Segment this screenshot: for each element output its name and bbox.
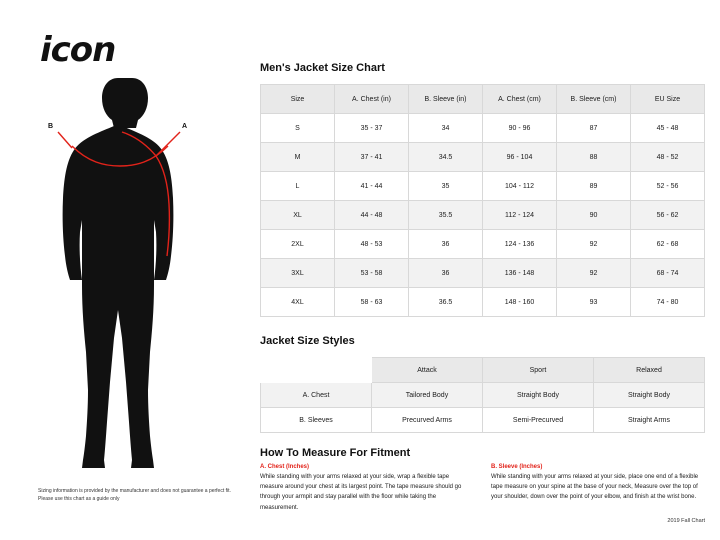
table-row — [261, 288, 705, 317]
styles-title-block — [260, 335, 355, 355]
cell-sleeve-in: 36 — [409, 259, 483, 288]
cell-chest-cm: 124 - 136 — [483, 230, 557, 259]
cell-sleeve-cm: 93 — [557, 288, 631, 317]
table-row — [261, 230, 705, 259]
cell-chest-in: 41 - 44 — [335, 172, 409, 201]
col-header-sport: Sport — [483, 358, 594, 383]
table-row — [261, 383, 705, 408]
cell-chest-in: 35 - 37 — [335, 114, 409, 143]
col-header-attack: Attack — [372, 358, 483, 383]
col-header-relaxed: Relaxed — [594, 358, 705, 383]
cell-sleeve-in: 34.5 — [409, 143, 483, 172]
measure-column-chest — [260, 464, 473, 513]
table-header-row — [261, 358, 705, 383]
measure-chest-body: While standing with your arms relaxed at your side, wrap a flexible tape measure around your chest at its largest point. The tape measure should go through your armpit and stay parallel with the floor while taking the measurement. — [260, 474, 462, 511]
cell-eu-size: 74 - 80 — [631, 288, 705, 317]
cell-chest-in: 48 - 53 — [335, 230, 409, 259]
table-row — [261, 201, 705, 230]
measure-chest-heading: A. Chest (Inches) — [260, 464, 310, 470]
cell-eu-size: 52 - 56 — [631, 172, 705, 201]
cell-chest-in: 44 - 48 — [335, 201, 409, 230]
col-header-sleeve-in: B. Sleeve (in) — [409, 85, 483, 114]
table-header-row — [261, 85, 705, 114]
cell-chest-cm: 148 - 160 — [483, 288, 557, 317]
measure-column-sleeve — [491, 464, 704, 513]
cell-sleeve-in: 34 — [409, 114, 483, 143]
measure-instructions — [260, 464, 705, 513]
figure-silhouette — [63, 78, 174, 468]
cell-chest-cm: 96 - 104 — [483, 143, 557, 172]
chart-footer-note: 2019 Fall Chart — [667, 518, 705, 524]
icon-brand-logo — [40, 30, 160, 70]
size-chart-table — [260, 84, 705, 317]
brand-logo-text: icon — [40, 30, 116, 70]
styles-header — [261, 358, 705, 383]
styles-corner-cell — [261, 358, 372, 383]
cell-eu-size: 45 - 48 — [631, 114, 705, 143]
cell-size: L — [261, 172, 335, 201]
table-row — [261, 408, 705, 433]
styles-section-title: Jacket Size Styles — [260, 335, 355, 347]
col-header-size: Size — [261, 85, 335, 114]
male-figure-svg — [30, 70, 230, 470]
figure-illustration — [30, 70, 230, 470]
cell-sleeve-cm: 88 — [557, 143, 631, 172]
cell-chest-in: 53 - 58 — [335, 259, 409, 288]
cell-chest-in: 58 - 63 — [335, 288, 409, 317]
measure-sleeve-heading: B. Sleeve (Inches) — [491, 464, 543, 470]
measure-sleeve-body: While standing with your arms relaxed at your side, place one end of a flexible tape measure on your spine at the base of your neck, Measure over the top of your shoulder, down over the point of your elbow, and finish at the wrist bone. — [491, 474, 699, 501]
left-illustration-panel — [0, 0, 250, 540]
cell-sleeve-cm: 90 — [557, 201, 631, 230]
cell-size: 4XL — [261, 288, 335, 317]
cell-size: S — [261, 114, 335, 143]
table-row — [261, 259, 705, 288]
cell-size: 3XL — [261, 259, 335, 288]
main-title-block — [260, 62, 385, 82]
cell-attack-chest: Tailored Body — [372, 383, 483, 408]
table-row — [261, 114, 705, 143]
cell-eu-size: 48 - 52 — [631, 143, 705, 172]
cell-sport-sleeves: Semi-Precurved — [483, 408, 594, 433]
cell-size: XL — [261, 201, 335, 230]
cell-size: M — [261, 143, 335, 172]
cell-sport-chest: Straight Body — [483, 383, 594, 408]
cell-eu-size: 62 - 68 — [631, 230, 705, 259]
cell-eu-size: 56 - 62 — [631, 201, 705, 230]
sizing-disclaimer-note: Sizing information is provided by the manufacturer and does not guarantee a perfect fit. Please use this chart as a guide only — [38, 488, 231, 502]
row-header-sleeves: B. Sleeves — [261, 408, 372, 433]
cell-sleeve-cm: 89 — [557, 172, 631, 201]
cell-chest-cm: 112 - 124 — [483, 201, 557, 230]
cell-size: 2XL — [261, 230, 335, 259]
cell-relaxed-sleeves: Straight Arms — [594, 408, 705, 433]
styles-body — [261, 383, 705, 433]
cell-chest-cm: 104 - 112 — [483, 172, 557, 201]
cell-sleeve-cm: 92 — [557, 259, 631, 288]
col-header-chest-cm: A. Chest (cm) — [483, 85, 557, 114]
cell-attack-sleeves: Precurved Arms — [372, 408, 483, 433]
cell-sleeve-cm: 92 — [557, 230, 631, 259]
cell-sleeve-cm: 87 — [557, 114, 631, 143]
cell-chest-cm: 136 - 148 — [483, 259, 557, 288]
cell-eu-size: 68 - 74 — [631, 259, 705, 288]
cell-sleeve-in: 36.5 — [409, 288, 483, 317]
page-title: Men's Jacket Size Chart — [260, 62, 385, 74]
cell-sleeve-in: 36 — [409, 230, 483, 259]
callout-label-b: B — [48, 123, 54, 130]
col-header-sleeve-cm: B. Sleeve (cm) — [557, 85, 631, 114]
cell-relaxed-chest: Straight Body — [594, 383, 705, 408]
jacket-styles-table — [260, 357, 705, 433]
table-row — [261, 143, 705, 172]
col-header-chest-in: A. Chest (in) — [335, 85, 409, 114]
cell-sleeve-in: 35.5 — [409, 201, 483, 230]
size-chart-header — [261, 85, 705, 114]
measure-section-title: How To Measure For Fitment — [260, 447, 411, 459]
callout-label-a: A — [182, 123, 188, 130]
cell-chest-in: 37 - 41 — [335, 143, 409, 172]
cell-sleeve-in: 35 — [409, 172, 483, 201]
size-chart-body — [261, 114, 705, 317]
row-header-chest: A. Chest — [261, 383, 372, 408]
table-row — [261, 172, 705, 201]
col-header-eu-size: EU Size — [631, 85, 705, 114]
right-content-panel — [260, 0, 705, 540]
cell-chest-cm: 90 - 96 — [483, 114, 557, 143]
